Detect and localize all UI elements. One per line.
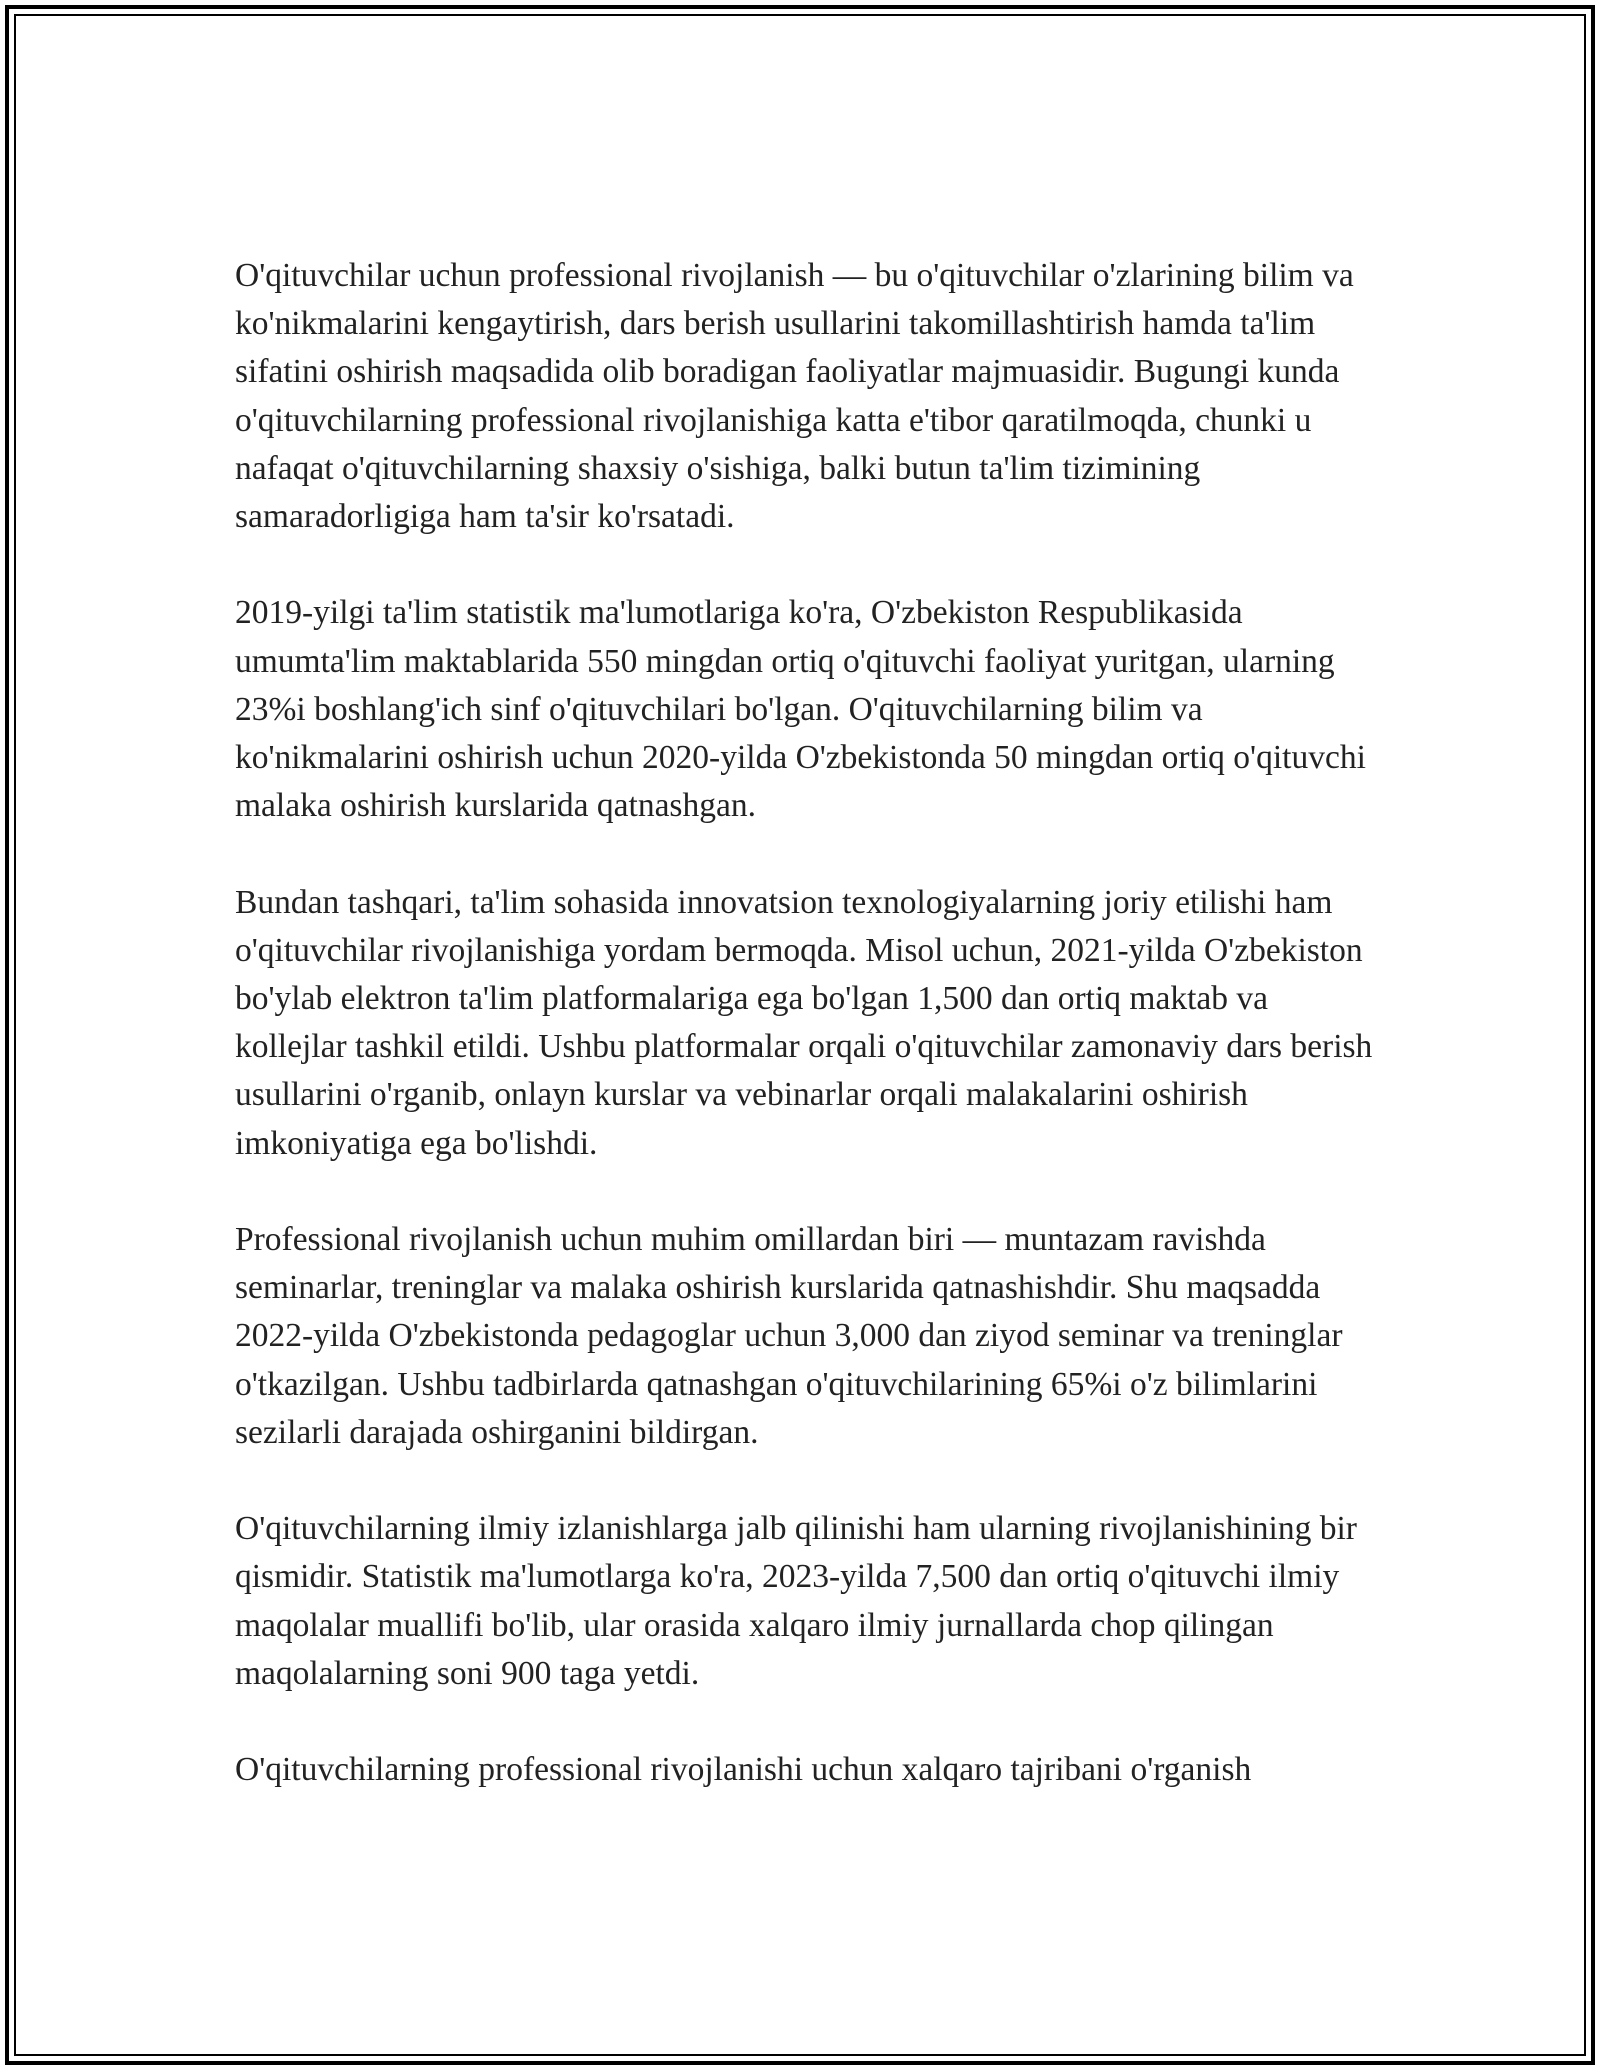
paragraph-5: O'qituvchilarning ilmiy izlanishlarga jalb qilinishi ham ularning rivojlanishining bir qismidir. Statistik ma'lumotlarga ko'ra, 2023-yilda 7,500 dan ortiq o'qituvchi ilmiy maqolalar muallifi bo'lib, ular orasida xalqaro ilmiy jurnallarda chop qilingan maqolalarning soni 900 taga yetdi.: [235, 1510, 1357, 1692]
paragraph-2: 2019-yilgi ta'lim statistik ma'lumotlariga ko'ra, O'zbekiston Respublikasida umumta'lim maktablarida 550 mingdan ortiq o'qituvchi faoliyat yuritgan, ularning 23%i boshlang'ich sinf o'qituvchilari bo'lgan. O'qituvchilarning bilim va ko'nikmalarini oshirish uchun 2020-yilda O'zbekistonda 50 mingdan ortiq o'qituvchi malaka oshirish kurslarida qatnashgan.: [235, 594, 1366, 825]
paragraph-1: O'qituvchilar uchun professional rivojlanish — bu o'qituvchilar o'zlarining bilim va ko'nikmalarini kengaytirish, dars berish usullarini takomillashtirish hamda ta'lim sifatini oshirish maqsadida olib boradigan faoliyatlar majmuasidir. Bugungi kunda o'qituvchilarning professional rivojlanishiga katta e'tibor qaratilmoqda, chunki u nafaqat o'qituvchilarning shaxsiy o'sishiga, balki butun ta'lim tizimining samaradorligiga ham ta'sir ko'rsatadi.: [235, 257, 1354, 536]
paragraph-3: Bundan tashqari, ta'lim sohasida innovatsion texnologiyalarning joriy etilishi ham o'qituvchilar rivojlanishiga yordam bermoqda. Misol uchun, 2021-yilda O'zbekiston bo'ylab elektron ta'lim platformalariga ega bo'lgan 1,500 dan ortiq maktab va kollejlar tashkil etildi. Ushbu platformalar orqali o'qituvchilar zamonaviy dars berish usullarini o'rganib, onlayn kurslar va vebinarlar orqali malakalarini oshirish imkoniyatiga ega bo'lishdi.: [235, 883, 1373, 1162]
paragraph-6: O'qituvchilarning professional rivojlanishi uchun xalqaro tajribani o'rganish: [235, 1751, 1252, 1789]
paragraph-4: Professional rivojlanish uchun muhim omillardan biri — muntazam ravishda seminarlar, treninglar va malaka oshirish kurslarida qatnashishdir. Shu maqsadda 2022-yilda O'zbekistonda pedagoglar uchun 3,000 dan ziyod seminar va treninglar o'tkazilgan. Ushbu tadbirlarda qatnashgan o'qituvchilarining 65%i o'z bilimlarini sezilarli darajada oshirganini bildirgan.: [235, 1221, 1343, 1451]
document-body: [235, 252, 1385, 1794]
